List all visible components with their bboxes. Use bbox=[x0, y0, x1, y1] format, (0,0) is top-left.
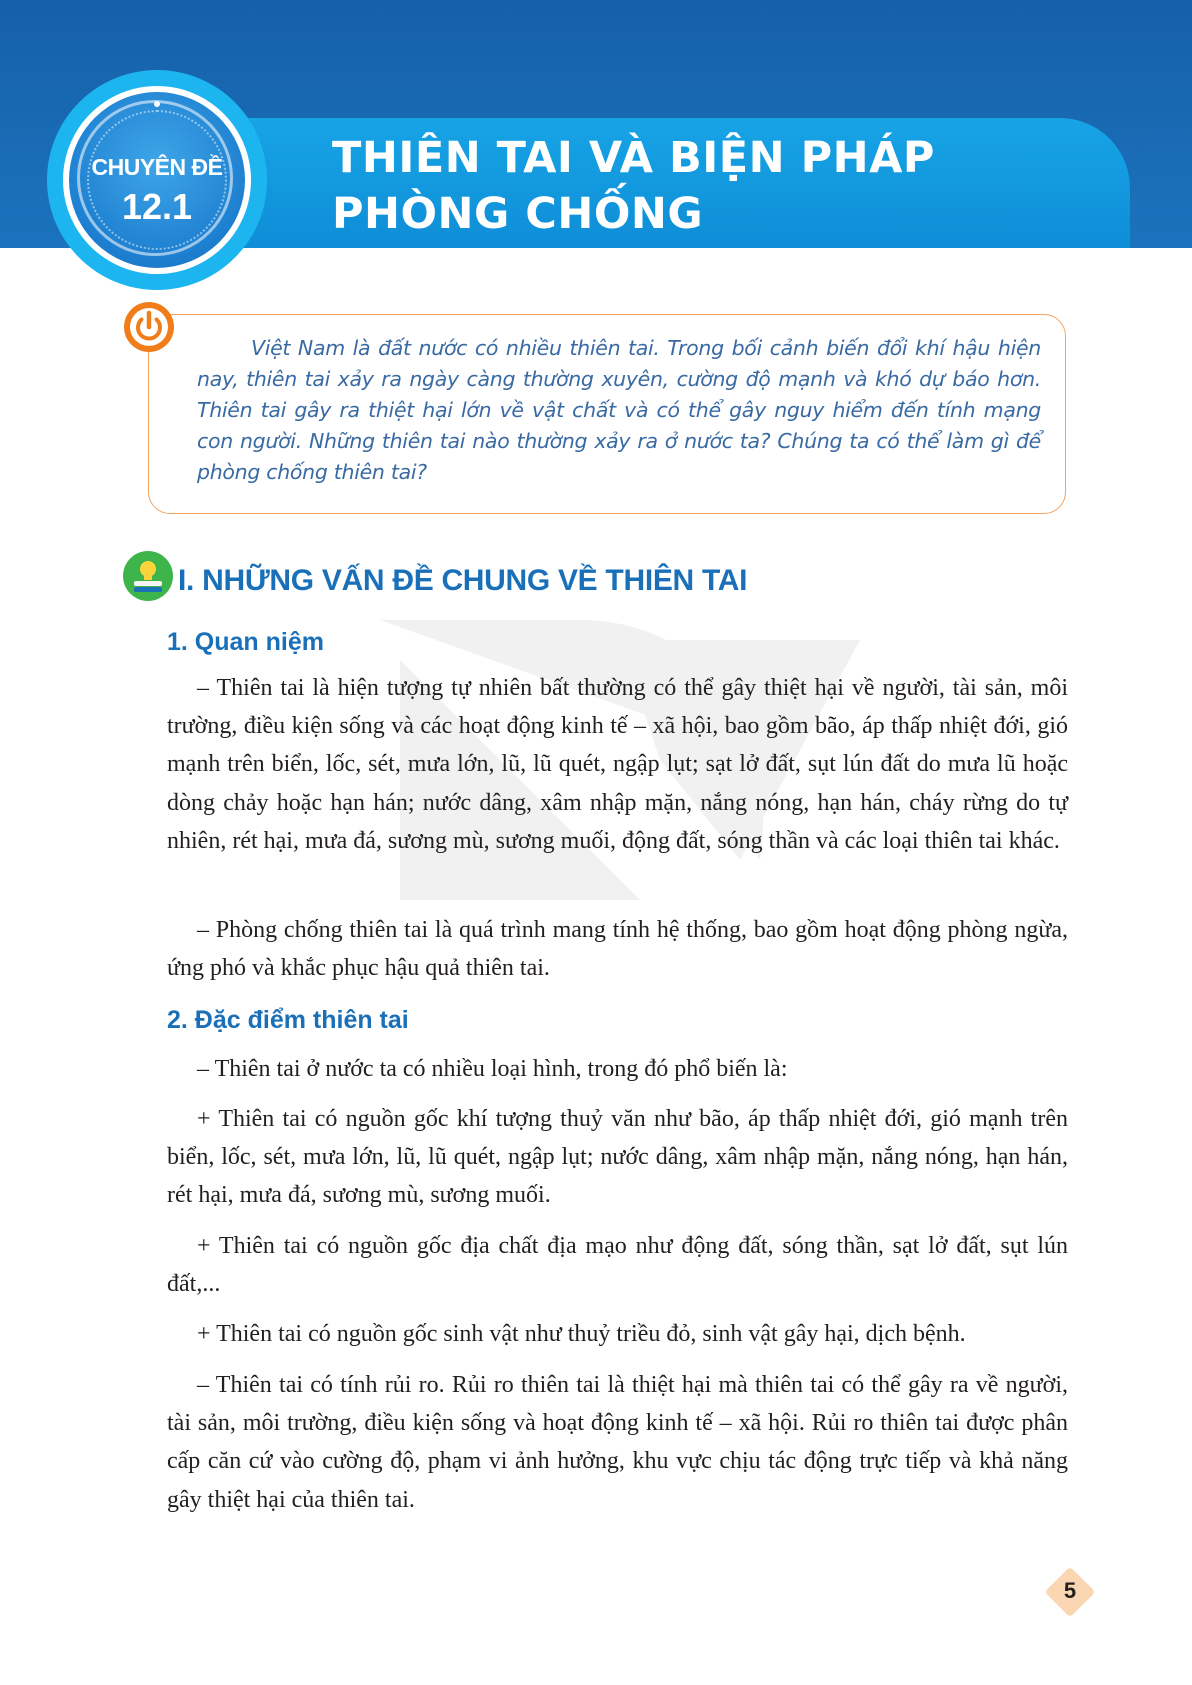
intro-text bbox=[197, 333, 1041, 488]
paragraph-geological bbox=[167, 1227, 1068, 1303]
paragraph-biological-text: + Thiên tai có nguồn gốc sinh vật như thuỷ triều đỏ, sinh vật gây hại, dịch bệnh. bbox=[197, 1321, 966, 1347]
chapter-title-line1: THIÊN TAI VÀ BIỆN PHÁP bbox=[332, 133, 935, 183]
paragraph-types bbox=[167, 1050, 1068, 1088]
chapter-badge bbox=[47, 70, 267, 290]
paragraph-geological-text: + Thiên tai có nguồn gốc địa chất địa mạo như động đất, sóng thần, sạt lở đất, sụt lún đất,... bbox=[167, 1233, 1068, 1298]
chapter-title bbox=[332, 130, 1112, 242]
paragraph-prevention-text: – Phòng chống thiên tai là quá trình mang tính hệ thống, bao gồm hoạt động phòng ngừa, ứng phó và khắc phục hậu quả thiên tai. bbox=[167, 917, 1068, 982]
page-number: 5 bbox=[1063, 1578, 1077, 1603]
page-number-badge bbox=[1045, 1567, 1095, 1617]
paragraph-risk bbox=[167, 1366, 1068, 1519]
paragraph-biological bbox=[167, 1315, 1068, 1353]
intro-text-content: Việt Nam là đất nước có nhiều thiên tai. Trong bối cảnh biến đổi khí hậu hiện nay, thiên tai xảy ra ngày càng thường xuyên, cường độ mạnh và khó dự báo hơn. Thiên tai gây ra thiệt hại lớn về vật chất và có thể gây nguy hiểm đến tính mạng con người. Những thiên tai nào thường xảy ra ở nước ta? Chúng ta có thể làm gì để phòng chống thiên tai? bbox=[197, 336, 1041, 484]
paragraph-types-text: – Thiên tai ở nước ta có nhiều loại hình, trong đó phổ biến là: bbox=[197, 1056, 788, 1082]
chapter-number: 12.1 bbox=[121, 186, 193, 227]
paragraph-prevention bbox=[167, 911, 1068, 987]
subheading-characteristics: 2. Đặc điểm thiên tai bbox=[167, 1006, 409, 1034]
paragraph-meteorological-text: + Thiên tai có nguồn gốc khí tượng thuỷ văn như bão, áp thấp nhiệt đới, gió mạnh trên biển, lốc, sét, mưa lớn, lũ, lũ quét, ngập lụt; nước dâng, xâm nhập mặn, nắng nóng, hạn hán, rét hại, mưa đá, sương mù, sương muối. bbox=[167, 1106, 1068, 1209]
paragraph-definition bbox=[167, 669, 1068, 860]
lightbulb-icon bbox=[122, 550, 174, 602]
paragraph-definition-text: – Thiên tai là hiện tượng tự nhiên bất thường có thể gây thiệt hại về người, tài sản, môi trường, điều kiện sống và các hoạt động kinh tế – xã hội, bao gồm bão, áp thấp nhiệt đới, gió mạnh trên biển, lốc, sét, mưa lớn, lũ, lũ quét, ngập lụt; sạt lở đất, sụt lún đất do mưa lũ hoặc dòng chảy hoặc hạn hán; nước dâng, xâm nhập mặn, nắng nóng, hạn hán, cháy rừng do tự nhiên, rét hại, mưa đá, sương mù, sương muối, động đất, sóng thần và các loại thiên tai khác. bbox=[167, 675, 1068, 854]
chapter-title-line2: PHÒNG CHỐNG bbox=[332, 189, 704, 239]
subheading-concept: 1. Quan niệm bbox=[167, 628, 324, 656]
section-heading: I. NHỮNG VẤN ĐỀ CHUNG VỀ THIÊN TAI bbox=[178, 564, 748, 597]
paragraph-meteorological bbox=[167, 1100, 1068, 1215]
paragraph-risk-text: – Thiên tai có tính rủi ro. Rủi ro thiên tai là thiệt hại mà thiên tai có thể gây ra về người, tài sản, môi trường, điều kiện sống và hoạt động kinh tế – xã hội. Rủi ro thiên tai được phân cấp căn cứ vào cường độ, phạm vi ảnh hưởng, khu vực chịu tác động trực tiếp và khả năng gây thiệt hại của thiên tai. bbox=[167, 1372, 1068, 1513]
chapter-badge-label: CHUYÊN ĐỀ bbox=[91, 154, 223, 180]
power-icon bbox=[122, 300, 176, 354]
